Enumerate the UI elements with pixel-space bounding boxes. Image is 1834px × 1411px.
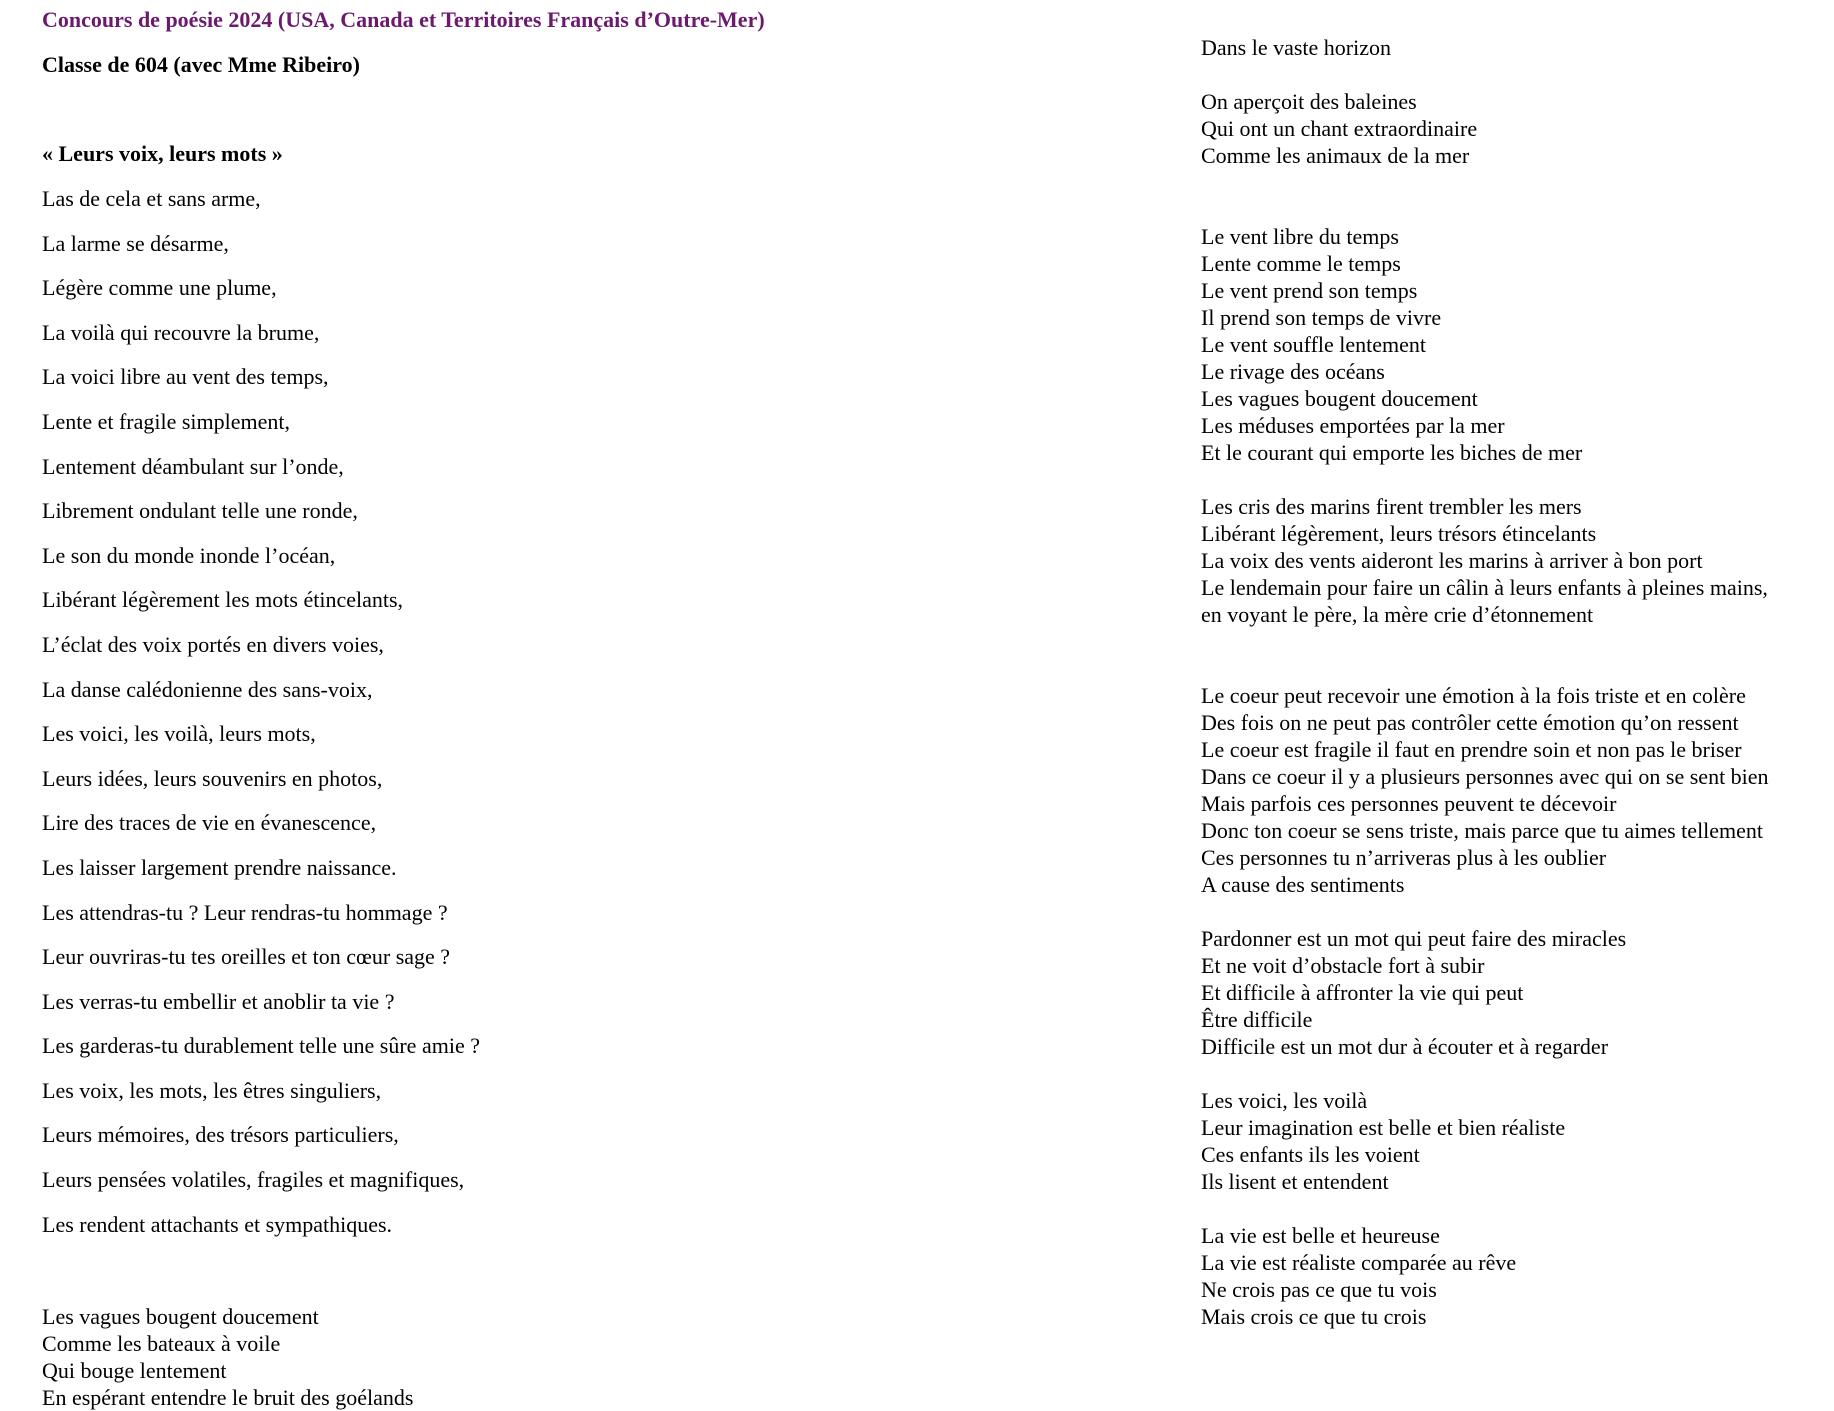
poem-line: Difficile est un mot dur à écouter et à regarder [1201,1034,1609,1059]
poem-line: En espérant entendre le bruit des goélands [42,1384,414,1410]
poem-stanza [1201,1087,1831,1195]
poem-line: Les rendent attachants et sympathiques. [42,1211,393,1237]
poem-line: Les vagues bougent doucement [42,1303,319,1329]
poem-line: Les vagues bougent doucement [1201,386,1478,411]
poem-line: Le vent souffle lentement [1201,332,1427,357]
poem-line: Qui ont un chant extraordinaire [1201,116,1478,141]
poem-stanza [1201,493,1831,628]
poem-line: Les laisser largement prendre naissance. [42,854,397,880]
poem-stanza [1201,925,1831,1060]
poem-line: La voilà qui recouvre la brume, [42,319,320,345]
poem-line: Comme les animaux de la mer [1201,143,1470,168]
poem-line: Las de cela et sans arme, [42,186,261,211]
class-title: Classe de 604 (avec Mme Ribeiro) [42,52,360,77]
poem-line: Le coeur est fragile il faut en prendre soin et non pas le briser [1201,737,1742,762]
poem-line: La vie est belle et heureuse [1201,1223,1440,1248]
poem-line: La larme se désarme, [42,230,229,256]
right-column [1201,7,1831,1330]
poem-line: La danse calédonienne des sans-voix, [42,676,373,702]
poem-line: Pardonner est un mot qui peut faire des miracles [1201,926,1627,951]
poem-line: Libérant légèrement les mots étincelants, [42,587,404,613]
poem-line: Des fois on ne peut pas contrôler cette émotion qu’on ressent [1201,710,1739,735]
poem-line: Dans ce coeur il y a plusieurs personnes avec qui on se sent bien [1201,764,1769,789]
poem-line: On aperçoit des baleines [1201,89,1417,114]
poem-line: Donc ton coeur se sens triste, mais parce que tu aimes tellement [1201,818,1764,843]
poem-line: Les garderas-tu durablement telle une sûre amie ? [42,1033,480,1059]
poem-line: Légère comme une plume, [42,275,277,301]
poem-line: Ne crois pas ce que tu vois [1201,1277,1437,1302]
poem-line: Et ne voit d’obstacle fort à subir [1201,953,1485,978]
poem-stanza [1201,682,1831,898]
poem-line: La voix des vents aideront les marins à arriver à bon port [1201,548,1703,573]
poem-line: Leurs idées, leurs souvenirs en photos, [42,765,383,791]
contest-title: Concours de poésie 2024 (USA, Canada et Territoires Français d’Outre-Mer) [42,7,765,32]
poem-line: Il prend son temps de vivre [1201,305,1442,330]
poem-line: Leur imagination est belle et bien réaliste [1201,1115,1566,1140]
poem-stanza [1201,88,1831,169]
poem-line: Et le courant qui emporte les biches de mer [1201,440,1583,465]
poem-line: Et difficile à affronter la vie qui peut [1201,980,1524,1005]
poem-line: Leurs pensées volatiles, fragiles et magnifiques, [42,1167,465,1193]
poem-line: La voici libre au vent des temps, [42,364,329,390]
poem-line: Le coeur peut recevoir une émotion à la fois triste et en colère [1201,683,1746,708]
poem-line: Ils lisent et entendent [1201,1169,1389,1194]
poem-line: Le vent libre du temps [1201,224,1399,249]
poem-line: Les voici, les voilà, leurs mots, [42,721,316,747]
poem-line: Les voix, les mots, les êtres singuliers, [42,1077,382,1103]
poem-line: Ces personnes tu n’arriveras plus à les oublier [1201,845,1607,870]
poem-line: Les voici, les voilà [1201,1088,1368,1113]
poem-line: La vie est réaliste comparée au rêve [1201,1250,1517,1275]
poem-line: Les attendras-tu ? Leur rendras-tu hommage ? [42,899,448,925]
left-column [42,6,1142,1411]
poem-line: Dans le vaste horizon [1201,35,1391,60]
poem-line: Libérant légèrement, leurs trésors étincelants [1201,521,1597,546]
poem-line: Le son du monde inonde l’océan, [42,542,336,568]
poem-lines [42,185,1142,1239]
poem-line: Qui bouge lentement [42,1357,227,1383]
poem-line: Les verras-tu embellir et anoblir ta vie ? [42,988,395,1014]
poem-title: « Leurs voix, leurs mots » [42,141,283,166]
poem-line: Leur ouvriras-tu tes oreilles et ton cœur sage ? [42,944,451,970]
poem-stanza [1201,1222,1831,1330]
poem-stanza [42,1303,1142,1411]
poem-line: Comme les bateaux à voile [42,1330,281,1356]
poem-line: Lente et fragile simplement, [42,408,291,434]
poem-line: A cause des sentiments [1201,872,1405,897]
poem-line: Librement ondulant telle une ronde, [42,498,358,524]
poem-line: Le rivage des océans [1201,359,1385,384]
poem-line: Lentement déambulant sur l’onde, [42,453,344,479]
poem-line: Lente comme le temps [1201,251,1401,276]
poem-line: Mais parfois ces personnes peuvent te décevoir [1201,791,1617,816]
poem-line: Ces enfants ils les voient [1201,1142,1420,1167]
poem-line: Les cris des marins firent trembler les mers [1201,494,1582,519]
poem-stanza [1201,223,1831,466]
poem-line: Le vent prend son temps [1201,278,1418,303]
poem-line: Les méduses emportées par la mer [1201,413,1505,438]
poem-line: L’éclat des voix portés en divers voies, [42,631,384,657]
poem-line: en voyant le père, la mère crie d’étonnement [1201,602,1594,627]
poem-line: Lire des traces de vie en évanescence, [42,810,377,836]
poem-line: Leurs mémoires, des trésors particuliers, [42,1122,399,1148]
poem-line: Mais crois ce que tu crois [1201,1304,1427,1329]
poem-line: Être difficile [1201,1007,1313,1032]
poem-line: Le lendemain pour faire un câlin à leurs enfants à pleines mains, [1201,575,1768,600]
poem-stanza [1201,34,1831,61]
